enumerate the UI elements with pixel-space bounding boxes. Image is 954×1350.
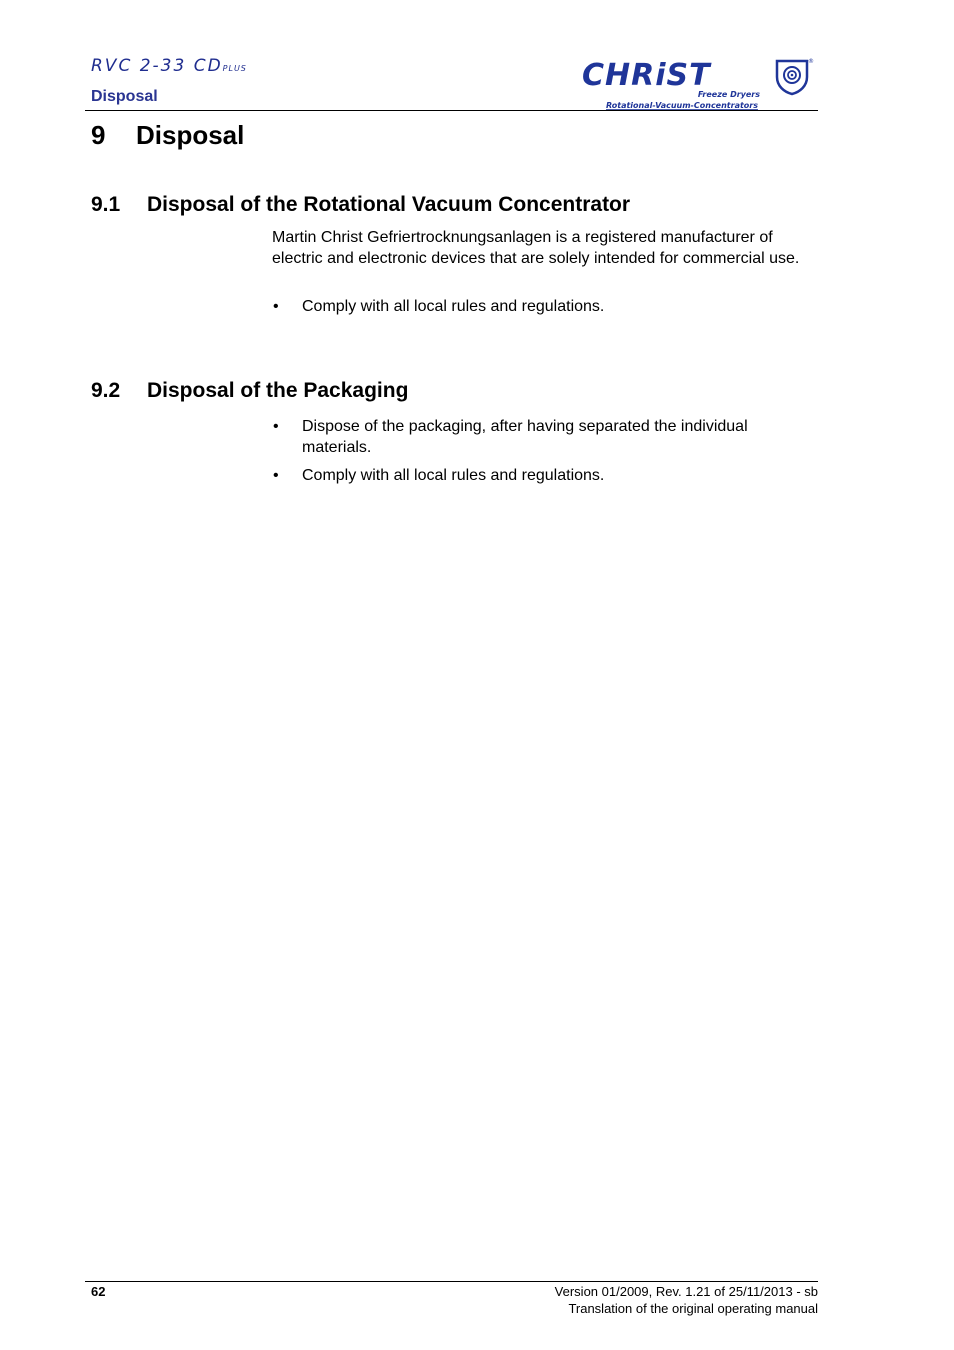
model-main: RVC 2-33 CD [91, 56, 223, 76]
section-heading-9-2 [91, 379, 408, 403]
section-number: 9.2 [91, 379, 121, 402]
bullet-icon: • [273, 467, 279, 484]
list-item [272, 466, 817, 487]
version-info: Version 01/2009, Rev. 1.21 of 25/11/2013 - sb [554, 1284, 818, 1299]
running-section-title: Disposal [91, 88, 158, 105]
model-sub: PLUS [222, 64, 247, 73]
logo-tagline-2: Rotational-Vacuum-Concentrators [606, 101, 758, 110]
bullet-list-9-1 [272, 297, 817, 326]
header-divider [85, 110, 818, 111]
model-name [91, 56, 247, 76]
section-heading-9-1 [91, 193, 630, 217]
christ-logo [580, 53, 820, 111]
section-number: 9.1 [91, 193, 121, 216]
section-paragraph: Martin Christ Gefriertrocknungsanlagen is a registered manufacturer of electric and electronic devices that are solely intended for commercial use. [272, 229, 800, 267]
list-item [272, 297, 817, 318]
bullet-list-9-2 [272, 417, 817, 495]
list-item [272, 417, 817, 458]
christ-logo-graphic [580, 53, 820, 111]
registered-mark: ® [808, 58, 814, 65]
chapter-number: 9 [91, 120, 106, 150]
chapter-title: Disposal [136, 120, 245, 150]
bullet-icon: • [273, 298, 279, 315]
page-number: 62 [91, 1284, 106, 1299]
section-title: Disposal of the Rotational Vacuum Concentrator [147, 193, 631, 216]
chapter-heading [91, 120, 244, 151]
list-item-text: Dispose of the packaging, after having separated the individual materials. [302, 418, 748, 456]
list-item-text: Comply with all local rules and regulations. [302, 298, 605, 315]
list-item-text: Comply with all local rules and regulations. [302, 467, 605, 484]
swirl-shield-icon [777, 61, 807, 94]
logo-tagline-1: Freeze Dryers [697, 90, 760, 99]
bullet-icon: • [273, 418, 279, 435]
footer-divider [85, 1281, 818, 1282]
translation-note: Translation of the original operating manual [568, 1301, 818, 1316]
logo-brand-text: CHRiST [582, 58, 711, 93]
section-title: Disposal of the Packaging [147, 379, 409, 402]
